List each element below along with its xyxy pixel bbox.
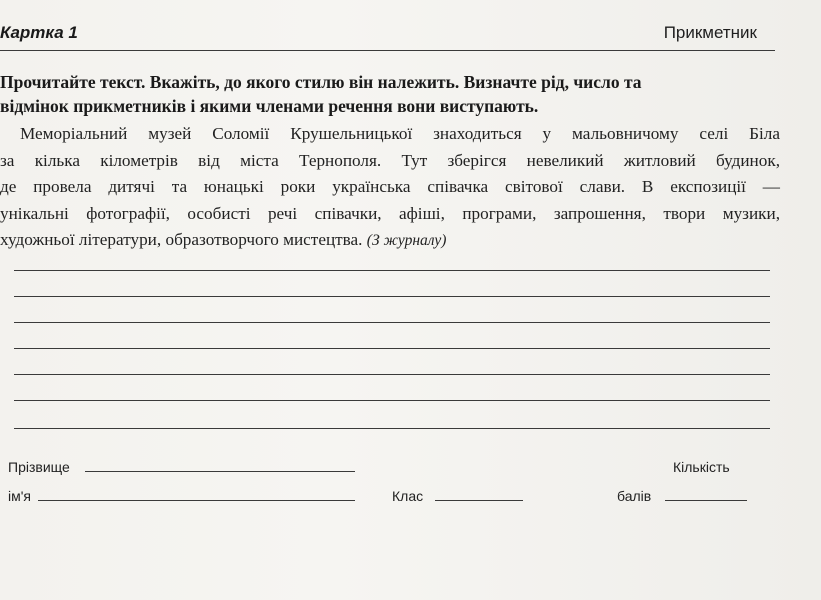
passage-line: за кілька кілометрів від міста Тернополя. Тут зберігся невеликий житловий будинок,	[0, 150, 780, 170]
passage-line: унікальні фотографії, особисті речі співачки, афіші, програми, запрошення, твори музики,	[0, 203, 780, 223]
class-label: Клас	[392, 488, 424, 504]
passage-line: де провела дитячі та юнацькі роки українська співачка світової слави. В експозиції —	[0, 177, 780, 196]
answer-line[interactable]	[14, 374, 770, 375]
topic-label: Прикметник	[663, 23, 757, 42]
answer-line[interactable]	[14, 348, 770, 349]
name-field[interactable]	[38, 500, 355, 501]
card-header	[0, 20, 775, 51]
task-instruction	[0, 70, 790, 118]
answer-line[interactable]	[14, 322, 770, 323]
instruction-line: відмінок прикметників і якими членами речення вони виступають.	[0, 96, 539, 116]
score-label-bottom: балів	[617, 488, 652, 504]
answer-line[interactable]	[14, 296, 770, 297]
surname-label: Прізвище	[8, 459, 70, 475]
instruction-line: Прочитайте текст. Вкажіть, до якого стилю він належить. Визначте рід, число та	[0, 72, 642, 92]
score-label-top: Кількість	[673, 459, 730, 475]
name-label: ім'я	[8, 488, 31, 504]
score-field[interactable]	[665, 500, 747, 501]
answer-line[interactable]	[14, 428, 770, 429]
passage-last-line	[0, 227, 780, 255]
passage-line: Меморіальний музей Соломії Крушельницької знаходиться у мальовничому селі Біла	[20, 124, 780, 143]
passage-line: художньої літератури, образотворчого мистецтва.	[0, 230, 363, 249]
answer-line[interactable]	[14, 400, 770, 401]
answer-line[interactable]	[14, 270, 770, 271]
passage-source: (З журналу)	[366, 232, 447, 249]
reading-passage	[0, 121, 780, 255]
card-title: Картка 1	[0, 23, 78, 42]
class-field[interactable]	[435, 500, 523, 501]
surname-field[interactable]	[85, 471, 355, 472]
